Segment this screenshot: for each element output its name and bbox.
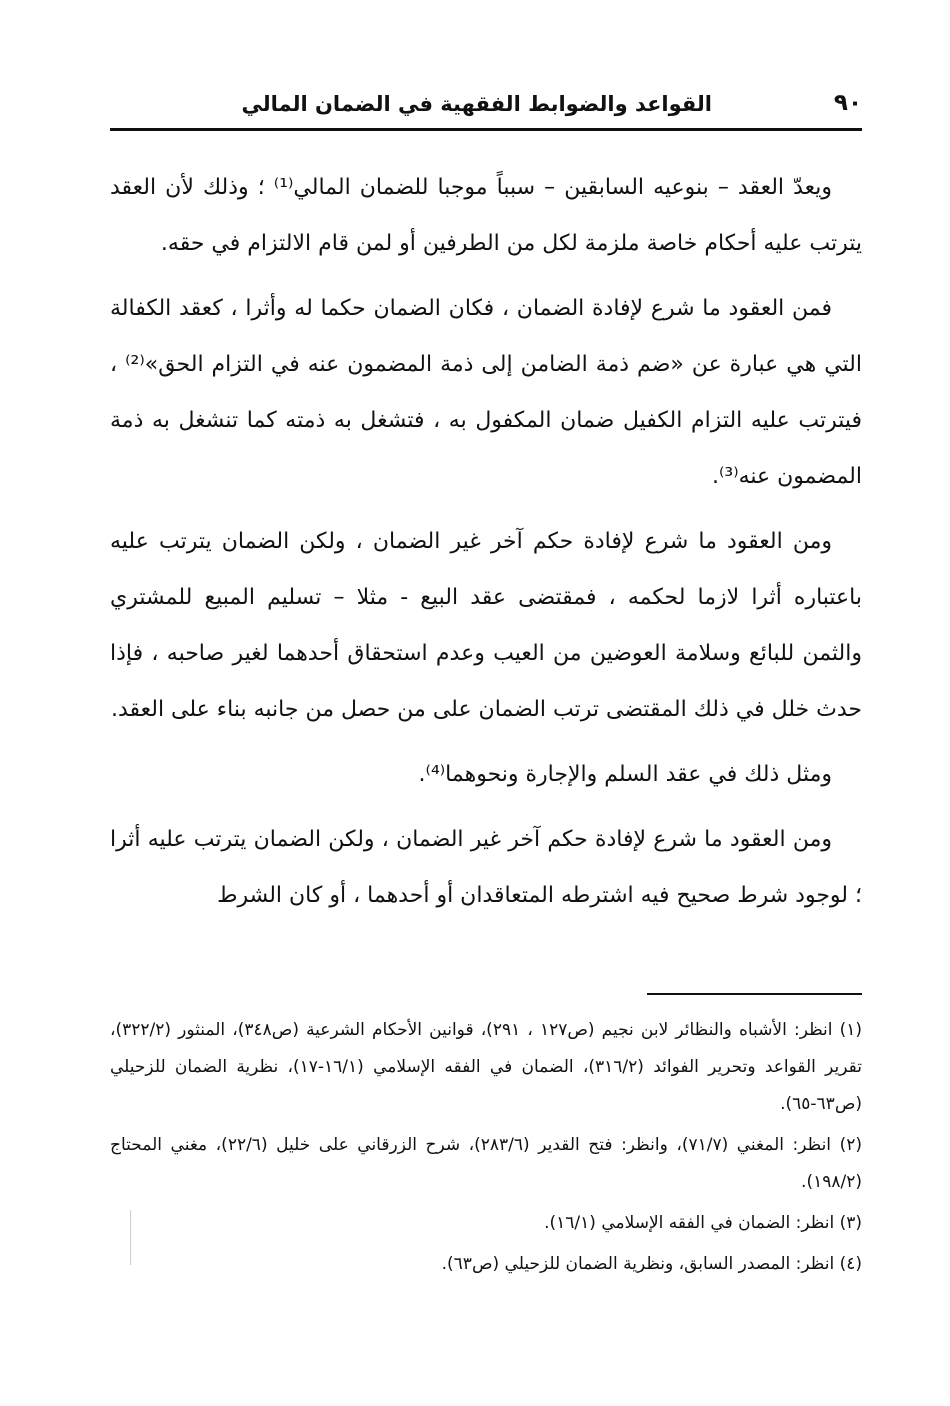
paragraph-2: فمن العقود ما شرع لإفادة الضمان ، فكان الضمان حكما له وأثرا ، كعقد الكفالة التي هي عبارة عن «ضم ذمة الضامن إلى ذمة المضمون عنه في التزام الحق»⁽²⁾ ، فيترتب عليه التزام الكفيل ضمان المكفول به ، فتشغل به ذمته كما تنشغل به ذمة المضمون عنه⁽³⁾.: [110, 296, 862, 489]
page-number: ٩٠: [833, 90, 862, 116]
scan-artifact: [130, 1210, 131, 1265]
main-text: [110, 160, 862, 933]
footnote-separator: [647, 993, 862, 995]
footnote-1: (١) انظر: الأشباه والنظائر لابن نجيم (ص١٢٧ ، ٢٩١)، قوانين الأحكام الشرعية (ص٣٤٨)، المنثور (٣٢٢/٢)، تقرير القواعد وتحرير الفوائد (٣١٦/٢)، الضمان في الفقه الإسلامي (١٦/١-١٧)، نظرية الضمان للزحيلي (ص٦٣-٦٥).: [110, 1020, 862, 1114]
paragraph-4: ومثل ذلك في عقد السلم والإجارة ونحوهما⁽⁴⁾.: [418, 762, 832, 787]
footnote-2: (٢) انظر: المغني (٧١/٧)، وانظر: فتح القدير (٢٨٣/٦)، شرح الزرقاني على خليل (٢٢/٦)، مغني المحتاج (١٩٨/٢).: [110, 1135, 862, 1192]
paragraph-1: ويعدّ العقد – بنوعيه السابقين – سبباً موجبا للضمان المالي⁽¹⁾ ؛ وذلك لأن العقد يترتب عليه أحكام خاصة ملزمة لكل من الطرفين أو لمن قام الالتزام في حقه.: [110, 175, 862, 256]
footnotes: [110, 1012, 862, 1287]
running-title: القواعد والضوابط الفقهية في الضمان المالي: [241, 92, 712, 116]
page-header: [110, 88, 862, 131]
paragraph-3: ومن العقود ما شرع لإفادة حكم آخر غير الضمان ، ولكن الضمان يترتب عليه باعتباره أثرا لازما لحكمه ، فمقتضى عقد البيع - مثلا – تسليم المبيع للمشتري والثمن للبائع وسلامة العوضين من العيب وعدم استحقاق أحدهما لغير صاحبه ، فإذا حدث خلل في ذلك المقتضى ترتب الضمان على من حصل من جانبه بناء على العقد.: [110, 529, 862, 722]
paragraph-5: ومن العقود ما شرع لإفادة حكم آخر غير الضمان ، ولكن الضمان يترتب عليه أثرا ؛ لوجود شرط صحيح فيه اشترطه المتعاقدان أو أحدهما ، أو كان الشرط: [110, 827, 862, 908]
footnote-3: (٣) انظر: الضمان في الفقه الإسلامي (١٦/١).: [544, 1213, 862, 1233]
footnote-4: (٤) انظر: المصدر السابق، ونظرية الضمان للزحيلي (ص٦٣).: [441, 1254, 862, 1274]
